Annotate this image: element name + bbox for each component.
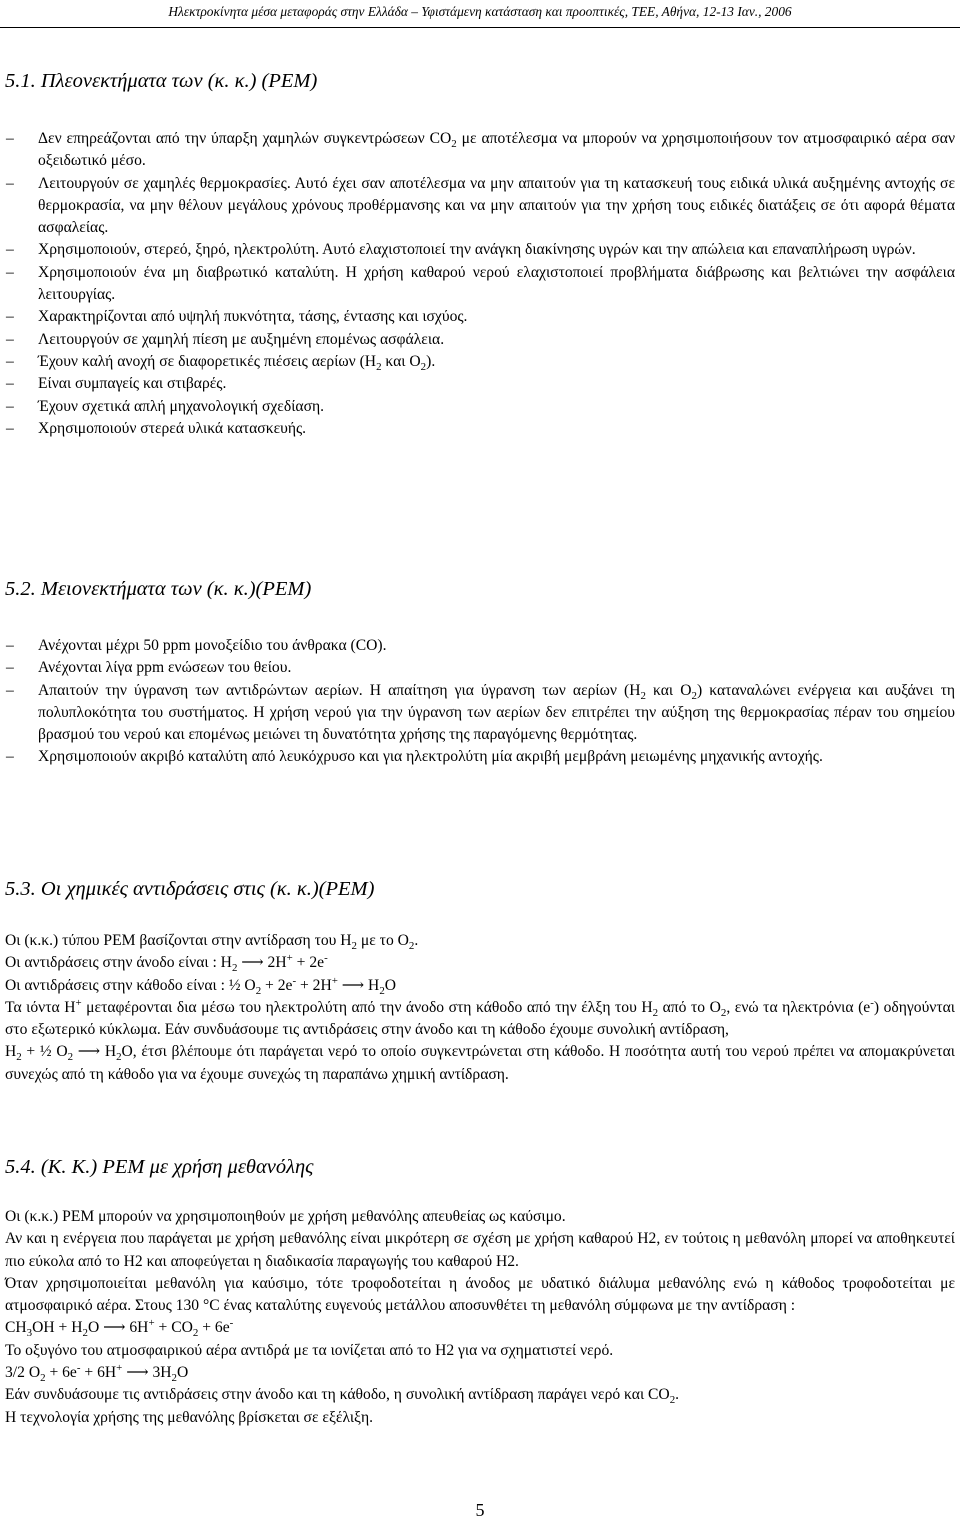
list-item: – Έχουν καλή ανοχή σε διαφορετικές πιέσεις αερίων ($H_2$ και $O_2$). [5,351,955,373]
section-heading-5-4: 5.4. (K. K.) PEM με χρήση μεθανόλης [5,1156,314,1178]
list-item: – Λειτουργούν σε χαμηλές θερμοκρασίες. Αυτό έχει σαν αποτέλεσμα να μην απαιτούν για τη κατασκευή τους ειδικά υλικά αυξημένης αντοχής σε θερμοκρασία, να μην θέλουν μεγάλους χρόνους προθέρμανσης και να μην απαιτούν για την χρήση τους ειδικές διατάξεις σε ότι αφορά θέματα ασφαλείας. [5,173,955,240]
list-item: – Χρησιμοποιούν ακριβό καταλύτη από λευκόχρυσο και για ηλεκτρολύτη μία ακριβή μεμβράνη μειωμένης μηχανικής αντοχής. [5,746,955,768]
paragraph: $H_2$ + ½ $O_2$ ⟶ $H_2O$, έτσι βλέπουμε ότι παράγεται νερό το οποίο συγκεντρώνεται στη κάθοδο. Η ποσότητα αυτή του νερού πρέπει να απομακρύνεται συνεχώς από τη κάθοδο για να έχουμε συνεχώς τη παραπάνω χημική αντίδραση. [5,1043,955,1083]
list-item: – Απαιτούν την ύγρανση των αντιδρώντων αερίων. Η απαίτηση για ύγρανση των αερίων ($H_2$ και $O_2$) καταναλώνει ενέργεια και αυξάνει τη πολυπλοκότητα του συστήματος. Η χρήση νερού για την ύγρανση των αερίων δεν επιτρέπει την αύξηση της θερμοκρασίας πέραν του σημείου βρασμού του νερού και επομένως μειώνει τη δυνατότητα χρήσης της παραγόμενης θερμότητας. [5,680,955,747]
disadvantages-list [5,635,955,769]
paragraph: 3/2 $O_2 + 6e^- + 6H^+$ ⟶ $3H_2O$ [5,1361,189,1385]
section-heading-5-1: 5.1. Πλεονεκτήματα των (κ. κ.) (PEM) [5,70,318,92]
paragraph: Η τεχνολογία χρήσης της μεθανόλης βρίσκεται σε εξέλιξη. [5,1408,374,1426]
paragraph: Οι (κ.κ.) τύπου PEM βασίζονται στην αντίδραση του $H_2$ με το $O_2$. [5,932,419,953]
list-item: – Χρησιμοποιούν, στερεό, ξηρό, ηλεκτρολύτη. Αυτό ελαχιστοποιεί την ανάγκη διακίνησης υγρών και την απώλεια και επαναπλήρωση υγρών. [5,239,955,261]
running-header: Ηλεκτροκίνητα μέσα μεταφοράς στην Ελλάδα – Υφιστάμενη κατάσταση και προοπτικές, ΤΕΕ, Αθήνα, 12-13 Ιαν., 2006 [168,4,792,19]
paragraph: Οι (κ.κ.) PEM μπορούν να χρησιμοποιηθούν με χρήση μεθανόλης απευθείας ως καύσιμο. [5,1208,566,1225]
paragraph: Το οξυγόνο του ατμοσφαιρικού αέρα αντιδρά με τα ιονίζεται από το H2 για να σχηματιστεί νερό. [5,1341,614,1359]
list-item: – Χρησιμοποιούν ένα μη διαβρωτικό καταλύτη. Η χρήση καθαρού νερού ελαχιστοποιεί προβλήματα διάβρωσης και βελτιώνει την ασφάλεια λειτουργίας. [5,262,955,307]
list-item: – Χαρακτηρίζονται από υψηλή πυκνότητα, τάσης, έντασης και ισχύος. [5,306,955,328]
paragraph: Τα ιόντα H+ μεταφέρονται δια μέσω του ηλεκτρολύτη από την άνοδο στη κάθοδο από την έλξη του $H_2$ από το $O_2$, ενώ τα ηλεκτρόνια (e-) οδηγούνται στο εξωτερικό κύκλωμα. Εάν συνδυάσουμε τις αντιδράσεις στην άνοδο και τη κάθοδο έχουμε συνολική αντίδραση, [5,996,955,1039]
list-item: – Έχουν σχετικά απλή μηχανολογική σχεδίαση. [5,396,955,418]
paragraph: Αν και η ενέργεια που παράγεται με χρήση μεθανόλης είναι μικρότερη σε σχέση με χρήση καθαρού H2, εν τούτοις η μεθανόλη μπορεί να αποθηκευτεί πιο εύκολα από το H2 και αποφεύγεται η διαδικασία παραγωγής του καθαρού H2. [5,1230,955,1270]
list-item: – Ανέχονται λίγα ppm ενώσεων του θείου. [5,657,955,679]
list-item: – Λειτουργούν σε χαμηλή πίεση με αυξημένη επομένως ασφάλεια. [5,329,955,351]
reactions-text [5,930,955,1086]
page-number: 5 [475,1500,485,1520]
section-heading-5-3: 5.3. Οι χημικές αντιδράσεις στις (κ. κ.)(PEM) [5,878,375,900]
advantages-list [5,128,955,440]
paragraph: Εάν συνδυάσουμε τις αντιδράσεις στην άνοδο και τη κάθοδο, η συνολική αντίδραση παράγει νερό και $CO_2$. [5,1386,680,1407]
list-item: – Χρησιμοποιούν στερεά υλικά κατασκευής. [5,418,955,440]
section-heading-5-2: 5.2. Μειονεκτήματα των (κ. κ.)(PEM) [5,578,312,600]
list-item: – Δεν επηρεάζονται από την ύπαρξη χαμηλών συγκεντρώσεων $CO_2$ με αποτέλεσμα να μπορούν να χρησιμοποιήσουν τον ατμοσφαιρικό αέρα σαν οξειδωτικό μέσο. [5,128,955,173]
list-item: – Ανέχονται μέχρι 50 ppm μονοξείδιο του άνθρακα (CO). [5,635,955,657]
list-item: – Είναι συμπαγείς και στιβαρές. [5,373,955,395]
header-divider [0,27,960,28]
methanol-text [5,1206,955,1429]
paragraph: Οι αντιδράσεις στην άνοδο είναι : $H_2$ ⟶ 2H+ + 2e- [5,952,328,975]
paragraph: Όταν χρησιμοποιείται μεθανόλη για καύσιμο, τότε τροφοδοτείται η άνοδος με υδατικό διάλυμα μεθανόλης ενώ η κάθοδος τροφοδοτείται με ατμοσφαιρικό αέρα. Στους 130 °C ένας καταλύτης ευγενούς μετάλλου αποσυνθέτει τη μεθανόλη σύμφωνα με την αντίδραση : [5,1274,955,1315]
paragraph: Οι αντιδράσεις στην κάθοδο είναι : ½ $O_2 + 2e^- + 2H^+$ ⟶ $H_2O$ [5,974,397,997]
paragraph: $CH_3OH + H_2O$ ⟶ $6H^+ + CO_2 + 6e^-$ [5,1317,234,1340]
